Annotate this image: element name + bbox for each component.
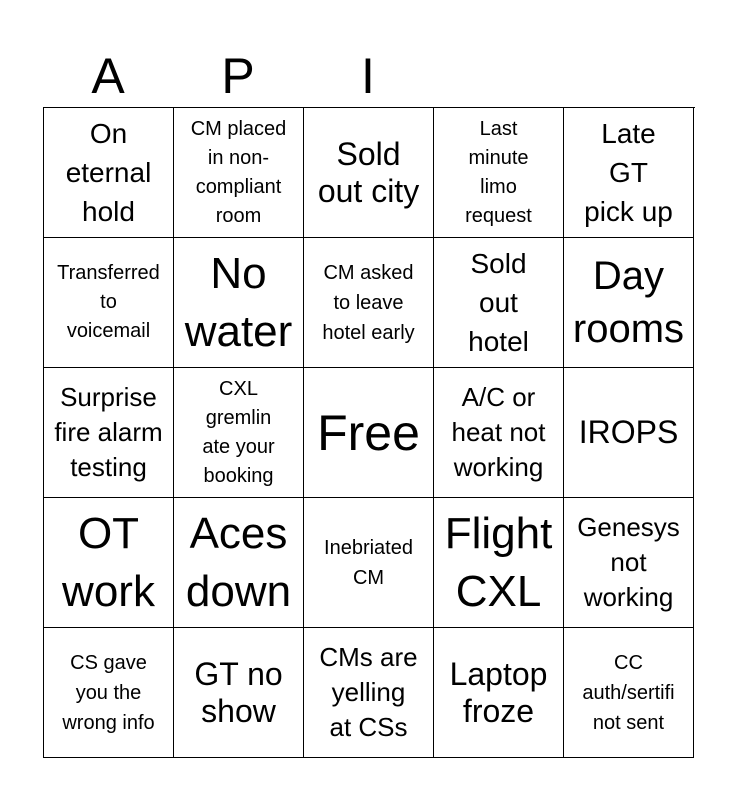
bingo-cell-text: Sold out hotel — [468, 248, 529, 357]
bingo-cell-text: CM asked to leave hotel early — [322, 261, 415, 344]
bingo-cell-text: No water — [184, 248, 293, 356]
bingo-cell[interactable] — [174, 108, 304, 238]
bingo-cell-text: On eternal hold — [65, 118, 152, 227]
bingo-cell-text: CS gave you the wrong info — [62, 651, 155, 734]
bingo-cell[interactable] — [434, 628, 564, 758]
header-letter-a: A — [91, 48, 125, 104]
bingo-cell[interactable] — [44, 108, 174, 238]
bingo-cell-text: IROPS — [578, 414, 679, 450]
bingo-cell[interactable] — [174, 628, 304, 758]
bingo-cell-text: Late GT pick up — [584, 118, 673, 227]
free-space-text: Free — [317, 404, 420, 461]
header-letter-i: I — [361, 48, 375, 104]
bingo-cell[interactable] — [174, 498, 304, 628]
bingo-cell[interactable] — [434, 108, 564, 238]
bingo-cell-text: CM placed in non- compliant room — [190, 117, 287, 227]
bingo-cell-text: Surprise fire alarm testing — [54, 382, 163, 482]
bingo-cell[interactable] — [304, 238, 434, 368]
bingo-cell-text: A/C or heat not working — [451, 382, 546, 482]
bingo-cell-text: CMs are yelling at CSs — [319, 642, 418, 742]
bingo-cell[interactable] — [434, 498, 564, 628]
bingo-cell[interactable] — [304, 108, 434, 238]
bingo-cell[interactable] — [44, 368, 174, 498]
bingo-cell[interactable] — [564, 368, 694, 498]
bingo-cell[interactable] — [44, 238, 174, 368]
bingo-cell-text: Flight CXL — [444, 508, 553, 616]
bingo-cell[interactable] — [174, 238, 304, 368]
bingo-cell-text: Laptop froze — [449, 655, 548, 729]
bingo-cell[interactable] — [304, 498, 434, 628]
bingo-cell[interactable] — [564, 108, 694, 238]
bingo-cell-text: Sold out city — [317, 135, 420, 209]
bingo-cell[interactable] — [44, 628, 174, 758]
bingo-cell-text: Last minute limo request — [465, 117, 532, 227]
bingo-cell[interactable] — [564, 498, 694, 628]
bingo-cell-text: OT work — [62, 508, 155, 616]
bingo-cell-text: CXL gremlin ate your booking — [202, 377, 275, 487]
bingo-header — [43, 46, 693, 106]
bingo-cell-text: Aces down — [185, 508, 292, 616]
bingo-cell[interactable] — [434, 368, 564, 498]
bingo-cell-text: Inebriated CM — [324, 536, 413, 589]
bingo-board — [43, 107, 695, 758]
bingo-cell[interactable] — [434, 238, 564, 368]
bingo-cell[interactable] — [174, 368, 304, 498]
bingo-cell[interactable] — [564, 628, 694, 758]
bingo-cell[interactable] — [564, 238, 694, 368]
bingo-cell[interactable] — [304, 628, 434, 758]
header-letter-p: P — [221, 48, 255, 104]
bingo-cell-text: Day rooms — [572, 253, 685, 351]
bingo-cell-text: GT no show — [194, 655, 283, 729]
bingo-cell-text: Transferred to voicemail — [57, 262, 160, 342]
bingo-cell[interactable] — [44, 498, 174, 628]
bingo-cell-text: Genesys not working — [577, 512, 680, 612]
bingo-cell-text: CC auth/sertifi not sent — [582, 651, 675, 734]
free-space[interactable] — [304, 368, 434, 498]
